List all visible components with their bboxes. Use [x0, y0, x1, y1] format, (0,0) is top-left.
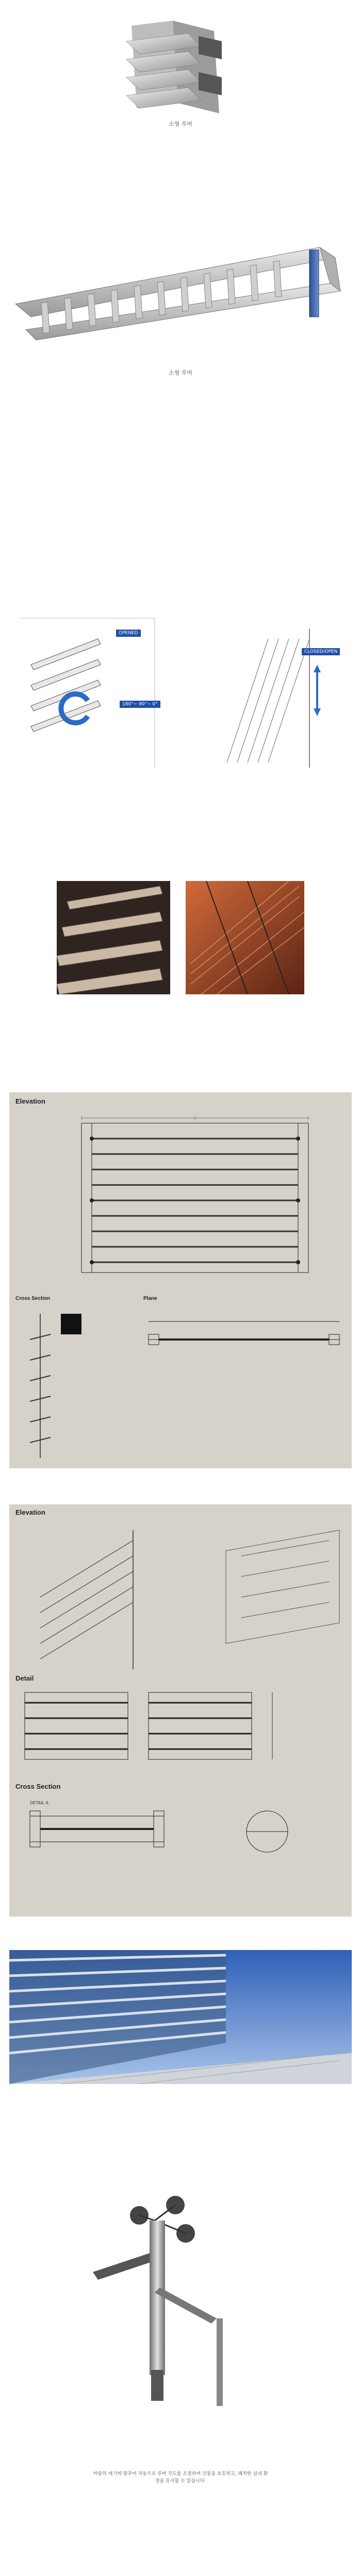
operation-section: [0, 608, 361, 778]
detail-title: Detail: [15, 1674, 34, 1682]
wind-sensor-image: [0, 2184, 361, 2463]
module-side-section: [0, 227, 361, 381]
module-front-caption: 소형 루버: [168, 121, 192, 127]
sensor-description: 바람의 세기에 맞추어 자동으로 루버 각도를 조절하여 건물을 보호하고, 쾌적한 실내 환경을 유지할 수 있습니다.: [93, 2471, 268, 2484]
detail-a-label: DETAIL A: [30, 1801, 48, 1805]
louver-closeup-photo: [57, 881, 170, 994]
cross-section-title-1: Cross Section: [15, 1296, 51, 1301]
drawing-panel-1: [9, 1092, 352, 1468]
drawing-panel-2: [9, 1504, 352, 1917]
opened-tag: OPENED: [116, 630, 141, 637]
angle-tag: 180°~ 90°~ 0°: [120, 701, 160, 708]
detail-drawing: [20, 1687, 344, 1765]
plane-title-1: Plane: [143, 1296, 157, 1301]
elevation-title-2: Elevation: [15, 1509, 45, 1516]
photo-section: [0, 881, 361, 999]
cross-section-drawing-1: [20, 1309, 123, 1463]
sensor-section: [0, 2184, 361, 2504]
elevation-drawing-2: [20, 1520, 344, 1674]
module-side-caption: 소형 루버: [168, 369, 192, 376]
cross-section-title-2: Cross Section: [15, 1783, 61, 1790]
building-facade-photo: [186, 881, 304, 994]
plane-drawing-1: [143, 1314, 344, 1365]
elevation-drawing-1: [61, 1113, 329, 1283]
module-front-section: [0, 0, 361, 134]
facade-render: [9, 1950, 352, 2084]
louver-frame-render: [0, 227, 361, 361]
cross-section-drawing-2: [20, 1795, 344, 1873]
elevation-title-1: Elevation: [15, 1097, 45, 1105]
closed-open-tag: CLOSED/OPEN: [302, 648, 340, 655]
louver-module-render: [0, 0, 361, 118]
operation-diagram: [0, 608, 361, 773]
